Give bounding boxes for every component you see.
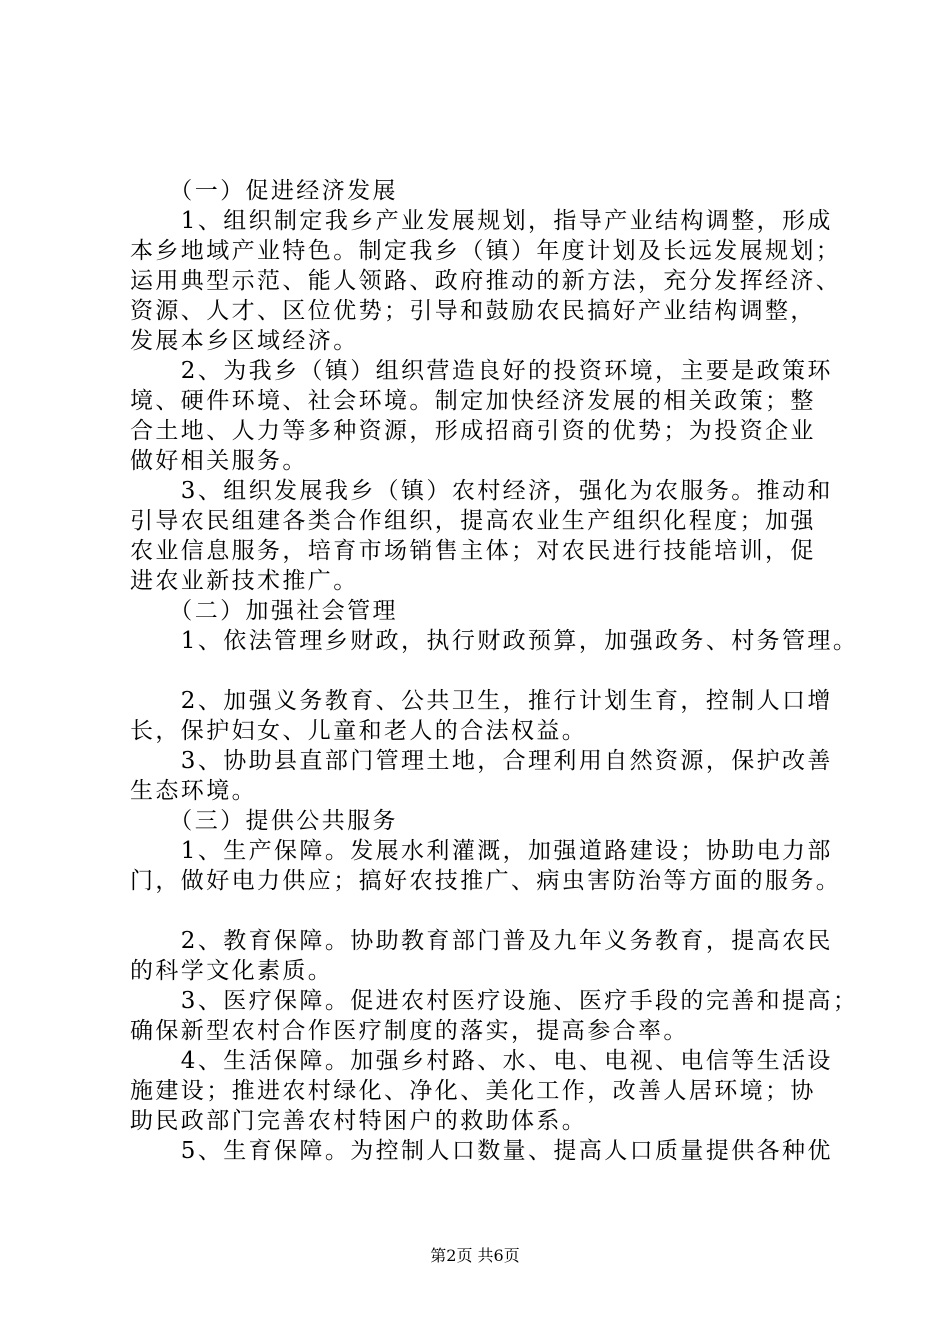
paragraph-line: 做好相关服务。 bbox=[130, 448, 308, 474]
paragraph-line: 确保新型农村合作医疗制度的落实，提高参合率。 bbox=[130, 1018, 689, 1044]
paragraph-line: 1、组织制定我乡产业发展规划，指导产业结构调整，形成 bbox=[130, 208, 833, 234]
paragraph-line: （二）加强社会管理 bbox=[130, 598, 398, 624]
paragraph-line: 2、加强义务教育、公共卫生，推行计划生育，控制人口增 bbox=[130, 688, 833, 714]
paragraph-line: 2、为我乡（镇）组织营造良好的投资环境，主要是政策环 bbox=[130, 358, 833, 384]
paragraph-line: 3、医疗保障。促进农村医疗设施、医疗手段的完善和提高； bbox=[130, 988, 859, 1014]
paragraph-line: 资源、人才、区位优势；引导和鼓励农民搞好产业结构调整， bbox=[130, 298, 816, 324]
paragraph-line: 3、组织发展我乡（镇）农村经济，强化为农服务。推动和 bbox=[130, 478, 833, 504]
paragraph-line: 进农业新技术推广。 bbox=[130, 568, 359, 594]
paragraph-line: 长，保护妇女、儿童和老人的合法权益。 bbox=[130, 718, 588, 744]
page-number: 第2页 共6页 bbox=[430, 1246, 520, 1265]
paragraph-line: 合土地、人力等多种资源，形成招商引资的优势；为投资企业 bbox=[130, 418, 816, 444]
paragraph-line: （三）提供公共服务 bbox=[130, 808, 398, 834]
paragraph-line: 生态环境。 bbox=[130, 778, 257, 804]
paragraph-line: 助民政部门完善农村特困户的救助体系。 bbox=[130, 1108, 588, 1134]
paragraph-line: 4、生活保障。加强乡村路、水、电、电视、电信等生活设 bbox=[130, 1048, 833, 1074]
blank-line bbox=[130, 896, 830, 926]
paragraph-line: 1、依法管理乡财政，执行财政预算，加强政务、村务管理。 bbox=[130, 628, 859, 654]
paragraph-line: 施建设；推进农村绿化、净化、美化工作，改善人居环境；协 bbox=[130, 1078, 816, 1104]
paragraph-line: 本乡地域产业特色。制定我乡（镇）年度计划及长远发展规划； bbox=[130, 238, 842, 264]
paragraph-line: 2、教育保障。协助教育部门普及九年义务教育，提高农民 bbox=[130, 928, 833, 954]
blank-line bbox=[130, 656, 830, 686]
paragraph-line: 的科学文化素质。 bbox=[130, 958, 334, 984]
paragraph-line: 运用典型示范、能人领路、政府推动的新方法，充分发挥经济、 bbox=[130, 268, 842, 294]
paragraph-line: 5、生育保障。为控制人口数量、提高人口质量提供各种优 bbox=[130, 1138, 833, 1164]
paragraph-line: （一）促进经济发展 bbox=[130, 178, 398, 204]
paragraph-line: 境、硬件环境、社会环境。制定加快经济发展的相关政策；整 bbox=[130, 388, 816, 414]
paragraph-line: 引导农民组建各类合作组织，提高农业生产组织化程度；加强 bbox=[130, 508, 816, 534]
page-footer bbox=[0, 1246, 950, 1266]
paragraph-line: 门，做好电力供应；搞好农技推广、病虫害防治等方面的服务。 bbox=[130, 868, 842, 894]
paragraph-line: 1、生产保障。发展水利灌溉，加强道路建设；协助电力部 bbox=[130, 838, 833, 864]
paragraph-line: 发展本乡区域经济。 bbox=[130, 328, 359, 354]
paragraph-line: 农业信息服务，培育市场销售主体；对农民进行技能培训，促 bbox=[130, 538, 816, 564]
paragraph-line: 3、协助县直部门管理土地，合理利用自然资源，保护改善 bbox=[130, 748, 833, 774]
document-body bbox=[130, 176, 859, 1166]
